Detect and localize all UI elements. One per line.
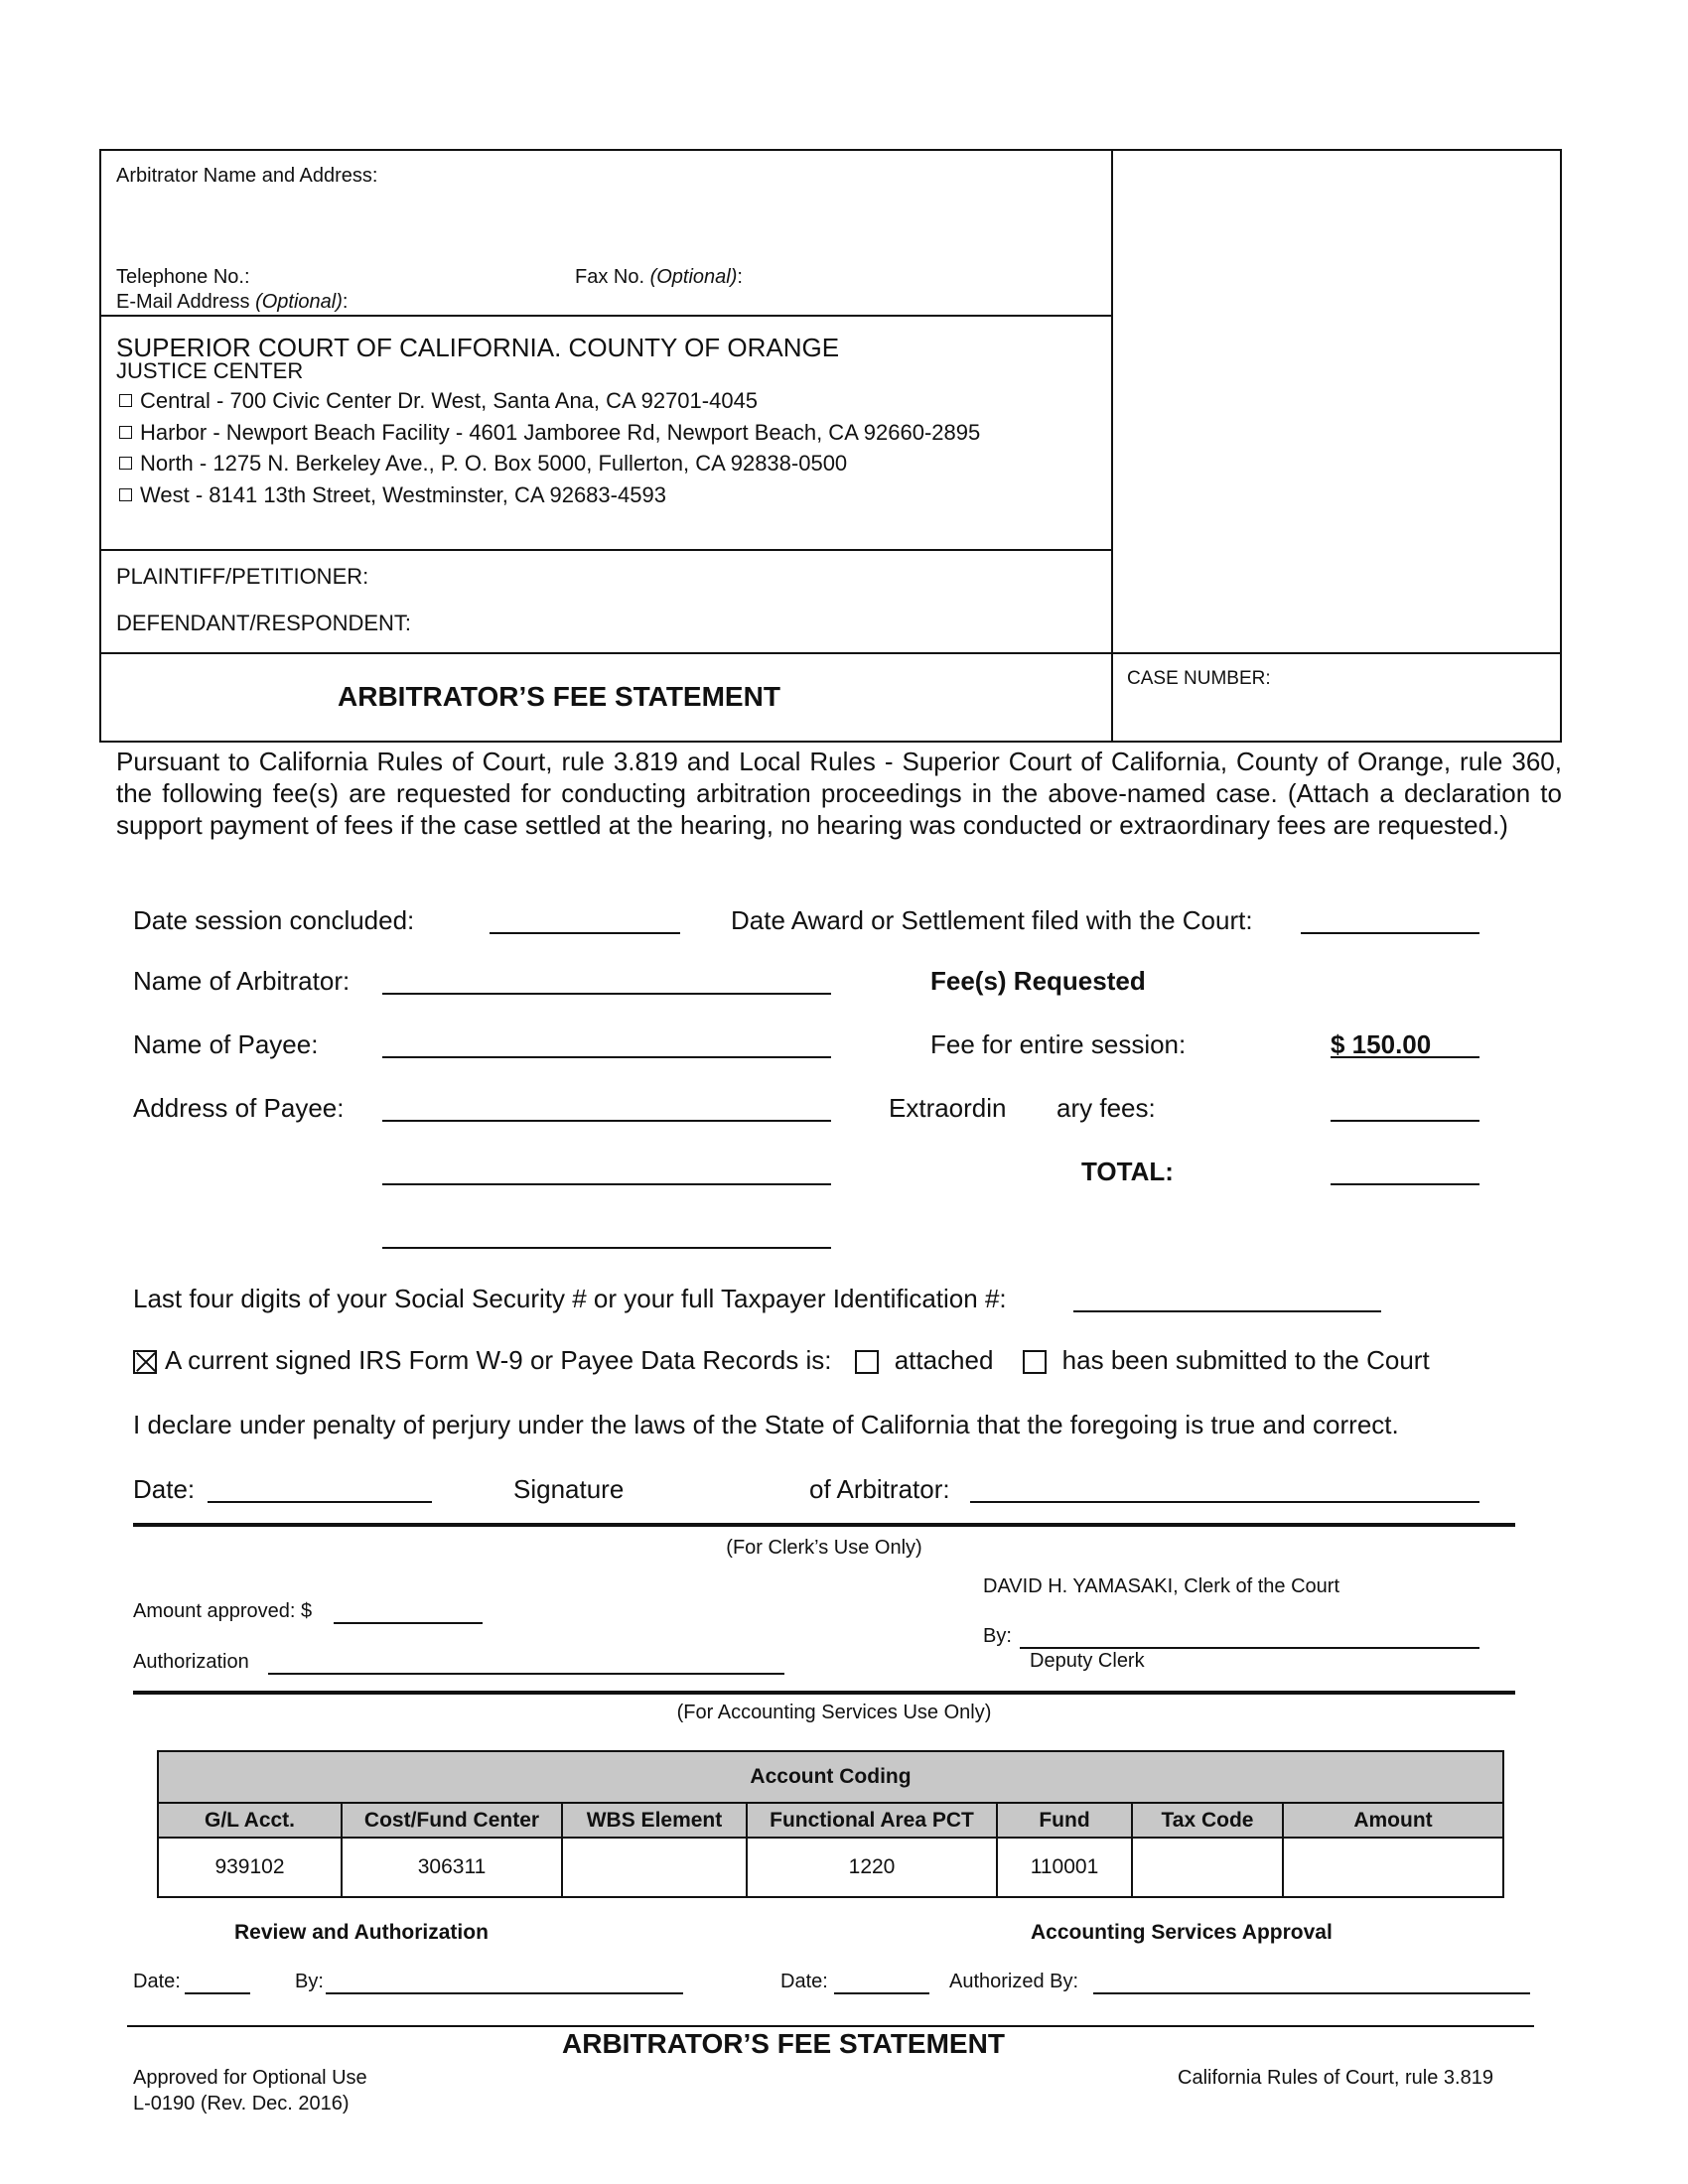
address-payee-field-1[interactable]: [382, 1120, 831, 1122]
amount-approved-label: Amount approved: $: [133, 1600, 313, 1622]
col-wbs-element: WBS Element: [562, 1803, 747, 1838]
authorized-by-field[interactable]: [1093, 1992, 1530, 1994]
cell-cost-fund-center[interactable]: 306311: [342, 1838, 562, 1897]
review-by-field[interactable]: [326, 1992, 683, 1994]
court-location-north: North - 1275 N. Berkeley Ave., P. O. Box 5000, Fullerton, CA 92838-0500: [119, 451, 847, 477]
col-tax-code: Tax Code: [1132, 1803, 1283, 1838]
address-payee-label: Address of Payee:: [133, 1093, 345, 1123]
footer-approved: Approved for Optional Use: [133, 2067, 367, 2089]
footer-rule-citation: California Rules of Court, rule 3.819: [1178, 2067, 1493, 2089]
checkbox-west[interactable]: [119, 488, 132, 501]
footer-rule: [127, 2025, 1534, 2027]
checkbox-north[interactable]: [119, 457, 132, 470]
telephone-label: Telephone No.:: [116, 266, 250, 288]
cell-tax-code[interactable]: [1132, 1838, 1283, 1897]
signature-label: Signature: [513, 1474, 625, 1504]
account-coding-table: [157, 1750, 1504, 1898]
declaration-text: I declare under penalty of perjury under the laws of the State of California that the foregoing is true and correct.: [133, 1410, 1399, 1439]
review-date-label: Date:: [133, 1971, 181, 1992]
fax-label: Fax No. (Optional):: [575, 266, 743, 288]
col-gl-acct: G/L Acct.: [158, 1803, 342, 1838]
col-cost-fund-center: Cost/Fund Center: [342, 1803, 562, 1838]
attached-checkbox[interactable]: [855, 1350, 879, 1374]
cell-wbs-element[interactable]: [562, 1838, 747, 1897]
clerk-use-title: (For Clerk’s Use Only): [726, 1537, 922, 1559]
cell-functional-area[interactable]: 1220: [747, 1838, 997, 1897]
name-payee-field[interactable]: [382, 1056, 831, 1058]
of-arbitrator-label: of Arbitrator:: [809, 1474, 950, 1504]
review-by-label: By:: [295, 1971, 324, 1992]
fees-requested-heading: Fee(s) Requested: [930, 966, 1146, 996]
caption-divider-1: [99, 315, 1112, 317]
amount-approved-field[interactable]: [334, 1622, 483, 1624]
ssn-label: Last four digits of your Social Security # or your full Taxpayer Identification #:: [133, 1284, 1007, 1313]
case-number-label: CASE NUMBER:: [1127, 668, 1271, 689]
deputy-clerk-label: Deputy Clerk: [1030, 1650, 1145, 1672]
authorized-by-label: Authorized By:: [949, 1971, 1079, 1992]
date-session-field[interactable]: [490, 932, 680, 934]
cell-fund[interactable]: 110001: [997, 1838, 1132, 1897]
authorization-label: Authorization: [133, 1651, 249, 1673]
accounting-use-title: (For Accounting Services Use Only): [676, 1702, 992, 1723]
approval-date-field[interactable]: [834, 1992, 929, 1994]
checkbox-central[interactable]: [119, 394, 132, 407]
cell-gl-acct[interactable]: 939102: [158, 1838, 342, 1897]
footer-form-number: L-0190 (Rev. Dec. 2016): [133, 2093, 350, 2115]
name-arbitrator-field[interactable]: [382, 993, 831, 995]
approval-date-label: Date:: [780, 1971, 828, 1992]
footer-title: ARBITRATOR’S FEE STATEMENT: [562, 2028, 1005, 2059]
date-award-field[interactable]: [1301, 932, 1479, 934]
col-amount: Amount: [1283, 1803, 1503, 1838]
date-award-label: Date Award or Settlement filed with the Court:: [731, 905, 1253, 935]
email-label: E-Mail Address (Optional):: [116, 291, 349, 313]
court-title: SUPERIOR COURT OF CALIFORNIA. COUNTY OF ORANGE: [116, 333, 840, 362]
account-coding-title: Account Coding: [158, 1751, 1503, 1803]
caption-divider-3: [99, 652, 1562, 654]
submitted-checkbox[interactable]: [1023, 1350, 1047, 1374]
by-field[interactable]: [1020, 1647, 1479, 1649]
extraordinary-fees-field[interactable]: [1331, 1120, 1479, 1122]
cell-amount[interactable]: [1283, 1838, 1503, 1897]
col-functional-area: Functional Area PCT: [747, 1803, 997, 1838]
intro-paragraph: Pursuant to California Rules of Court, rule 3.819 and Local Rules - Superior Court of California, County of Orange, rule 360, the following fee(s) are requested for conducting arbitration proceedings in the above-named case. (Attach a declaration to support payment of fees if the case settled at the hearing, no hearing was conducted or extraordinary fees are requested.): [116, 747, 1562, 840]
account-coding-header: [158, 1751, 1503, 1803]
date-field[interactable]: [208, 1501, 432, 1503]
date-session-label: Date session concluded:: [133, 905, 415, 935]
total-field[interactable]: [1331, 1183, 1479, 1185]
address-payee-field-3[interactable]: [382, 1247, 831, 1249]
authorization-field[interactable]: [268, 1673, 784, 1675]
total-label: TOTAL:: [1081, 1157, 1174, 1186]
clerk-rule-bottom: [133, 1691, 1515, 1695]
court-location-harbor: Harbor - Newport Beach Facility - 4601 Jamboree Rd, Newport Beach, CA 92660-2895: [119, 420, 980, 446]
arbitrator-name-address-label: Arbitrator Name and Address:: [116, 165, 378, 187]
form-title: ARBITRATOR’S FEE STATEMENT: [338, 681, 780, 712]
review-date-field[interactable]: [185, 1992, 250, 1994]
signature-field[interactable]: [970, 1501, 1479, 1503]
checkbox-harbor[interactable]: [119, 426, 132, 439]
extraordinary-label-b: ary fees:: [1056, 1093, 1156, 1123]
caption-divider-2: [99, 549, 1112, 551]
date-label: Date:: [133, 1474, 196, 1504]
address-payee-field-2[interactable]: [382, 1183, 831, 1185]
defendant-label: DEFENDANT/RESPONDENT:: [116, 611, 412, 635]
name-payee-label: Name of Payee:: [133, 1029, 319, 1059]
fee-entire-label: Fee for entire session:: [930, 1029, 1187, 1059]
w9-checkbox[interactable]: [133, 1350, 157, 1374]
by-label: By:: [983, 1625, 1012, 1647]
w9-row: A current signed IRS Form W-9 or Payee Data Records is: attached has been submitted to the Court: [133, 1345, 1430, 1376]
clerk-rule-top: [133, 1523, 1515, 1527]
extraordinary-label-a: Extraordin: [889, 1093, 1007, 1123]
court-location-central: Central - 700 Civic Center Dr. West, Santa Ana, CA 92701-4045: [119, 388, 758, 414]
clerk-name: DAVID H. YAMASAKI, Clerk of the Court: [983, 1575, 1340, 1597]
col-fund: Fund: [997, 1803, 1132, 1838]
accounting-approval-heading: Accounting Services Approval: [1031, 1921, 1333, 1944]
fee-amount-field[interactable]: [1331, 1056, 1479, 1058]
fee-amount: $ 150.00: [1331, 1029, 1432, 1059]
court-location-west: West - 8141 13th Street, Westminster, CA 92683-4593: [119, 482, 666, 508]
court-subtitle: JUSTICE CENTER: [116, 358, 304, 383]
plaintiff-label: PLAINTIFF/PETITIONER:: [116, 564, 369, 589]
table-row: [158, 1838, 1503, 1897]
review-authorization-heading: Review and Authorization: [234, 1921, 489, 1944]
ssn-field[interactable]: [1073, 1310, 1381, 1312]
name-arbitrator-label: Name of Arbitrator:: [133, 966, 351, 996]
table-header-row: [158, 1803, 1503, 1838]
